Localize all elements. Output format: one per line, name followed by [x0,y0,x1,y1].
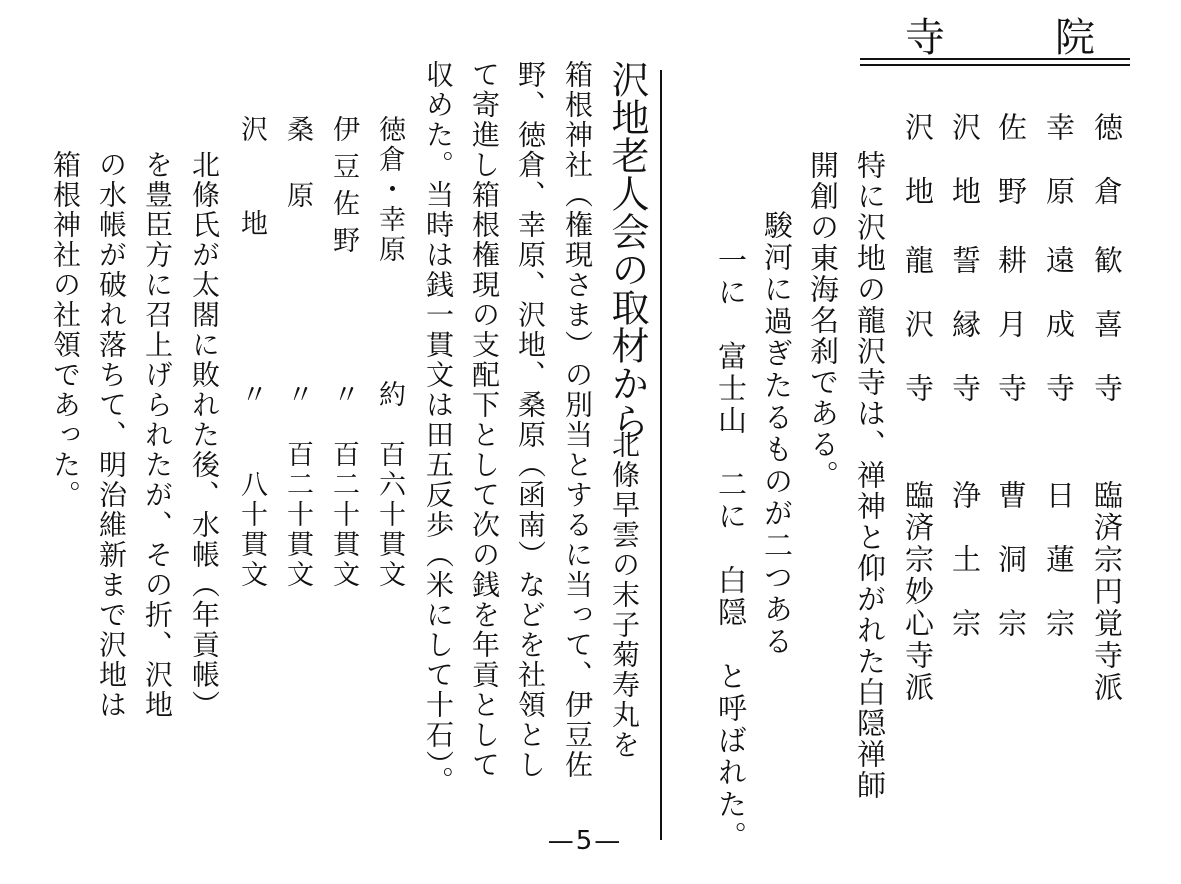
village-name: 徳倉・幸原 [374,115,405,265]
ditto-mark: 〃 [236,380,267,410]
title-underline-2 [860,64,1130,66]
paragraph-line: 収めた。当時は銭一貫文は田五反歩（米にして十石）。 [422,60,455,796]
temple-place: 佐 野 [994,112,1028,208]
tax-amount: 八十貫文 [236,470,267,590]
temple-sect: 浄 土 宗 [948,480,982,640]
paragraph-line: 駿河に過ぎたるものが二つある [760,210,794,658]
temple-place: 沢 地 [901,112,935,208]
tax-amount: 百二十貫文 [282,440,313,590]
title-underline-1 [860,58,1130,60]
temple-sect: 曹 洞 宗 [994,480,1028,640]
temple-name: 遠 成 寺 [1042,245,1076,405]
temple-name: 歓 喜 寺 [1090,245,1124,405]
village-name: 伊豆佐野 [328,115,359,263]
paragraph-line: 野、徳倉、幸原、沢地、桑原（函南）などを社領とし [514,60,547,780]
temple-place: 沢 地 [948,112,982,208]
temple-name: 耕 月 寺 [994,245,1028,405]
paragraph-line: 箱根神社の社領であった。 [49,150,82,510]
tax-amount: 百二十貫文 [328,440,359,590]
temple-sect: 臨済宗円覚寺派 [1090,480,1124,704]
paragraph-line: 北條氏が太閤に敗れた後、水帳（年貢帳） [188,150,221,720]
paragraph-line: て寄進し箱根権現の支配下として次の銭を年貢として [468,60,501,780]
ditto-mark: 〃 [328,380,359,410]
temple-sect: 臨済宗妙心寺派 [901,480,935,704]
paragraph-line: 箱根神社（権現さま）の別当とするに当って、伊豆佐 [561,60,594,780]
temple-place: 幸 原 [1042,112,1076,208]
paragraph-line: の水帳が破れ落ちて、明治維新まで沢地は [95,150,128,720]
page-number: —5— [547,826,623,856]
temple-name: 誓 縁 寺 [948,245,982,405]
paragraph-line: 特に沢地の龍沢寺は、禅神と仰がれた白隠禅師 [853,150,887,801]
village-name: 桑 原 [282,115,313,214]
village-name: 沢 地 [236,115,267,256]
title-char-2: 院 [1055,14,1095,61]
temple-sect: 日 蓮 宗 [1042,480,1076,640]
title-char-1: 寺 [905,14,945,61]
paragraph-line: を豊臣方に召上げられたが、その折、沢地 [141,150,174,720]
ditto-mark: 〃 [282,380,313,410]
paragraph-line: 開創の東海名刹である。 [806,150,840,491]
temple-name: 龍 沢 寺 [901,245,935,405]
column-divider [660,70,662,840]
paragraph-line: 北條早雲の末子菊寿丸を [608,430,641,760]
paragraph-line: 一に 富士山 二に 白隠 と呼ばれた。 [714,245,748,853]
section-heading: 沢地老人会の取材から [605,60,649,440]
tax-amount: 百六十貫文 [374,440,405,590]
temple-place: 徳 倉 [1090,112,1124,208]
page-title [885,10,1115,61]
approx-mark: 約 [374,380,405,410]
